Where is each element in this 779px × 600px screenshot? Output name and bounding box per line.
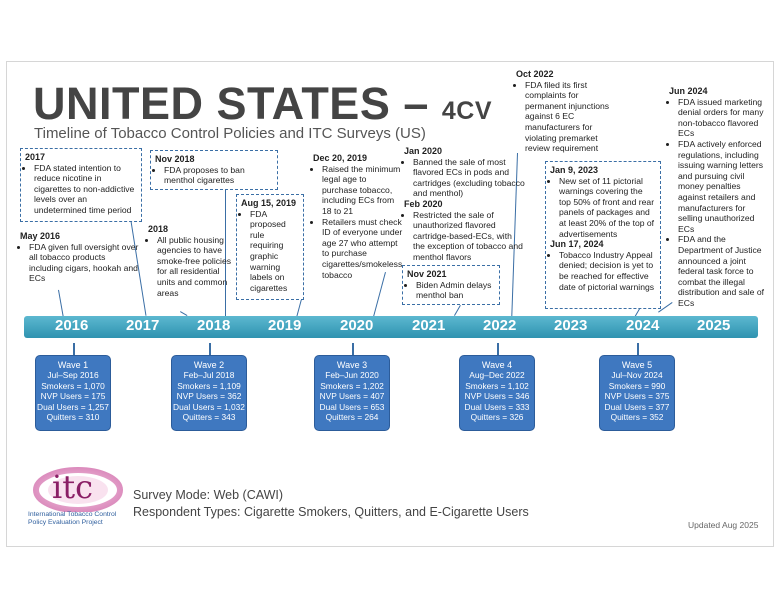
- year-2020: 2020: [340, 317, 374, 334]
- updated-date: Updated Aug 2025: [688, 520, 759, 530]
- wave-4-box: Wave 4 Aug–Dec 2022 Smokers = 1,102 NVP Users = 346 Dual Users = 333 Quitters = 326: [459, 355, 535, 431]
- respondent-types: Respondent Types: Cigarette Smokers, Quitters, and E-Cigarette Users: [133, 505, 529, 519]
- page-subtitle: Timeline of Tobacco Control Policies and ITC Surveys (US): [34, 125, 426, 142]
- event-2017: 2017 • FDA stated intention to reduce nicotine in cigarettes to non-addictive levels over an undetermined time period: [20, 148, 142, 222]
- survey-mode: Survey Mode: Web (CAWI): [133, 488, 284, 502]
- year-2016: 2016: [55, 317, 89, 334]
- event-2018: 2018 • All public housing agencies to have smoke-free policies for all residential units and common areas: [148, 224, 236, 298]
- event-nov2018: Nov 2018 • FDA proposes to ban menthol cigarettes: [150, 150, 278, 190]
- year-2023: 2023: [554, 317, 588, 334]
- event-dec2019: Dec 20, 2019 • Raised the minimum legal age to purchase tobacco, including ECs from 18 to 21 • Retailers must check ID of everyone under age 27 who attempt to purchase cigarettes/smokeless tobacco: [313, 153, 403, 280]
- year-2025: 2025: [697, 317, 731, 334]
- year-2019: 2019: [268, 317, 302, 334]
- wave-5-box: Wave 5 Jul–Nov 2024 Smokers = 990 NVP Users = 375 Dual Users = 377 Quitters = 352: [599, 355, 675, 431]
- itc-logo-line1: International Tobacco Control: [28, 511, 117, 518]
- event-aug2019: Aug 15, 2019 • FDA proposed rule requiring graphic warning labels on cigarettes: [236, 194, 304, 300]
- wave-2-box: Wave 2 Feb–Jul 2018 Smokers = 1,109 NVP Users = 362 Dual Users = 1,032 Quitters = 343: [171, 355, 247, 431]
- itc-logo-line2: Policy Evaluation Project: [28, 519, 103, 526]
- wave-1-box: Wave 1 Jul–Sep 2016 Smokers = 1,070 NVP Users = 175 Dual Users = 1,257 Quitters = 310: [35, 355, 111, 431]
- event-may2016: May 2016 • FDA given full oversight over all tobacco products including cigars, hookah and ECs: [20, 231, 140, 284]
- year-2018: 2018: [197, 317, 231, 334]
- year-2021: 2021: [412, 317, 446, 334]
- page-title: UNITED STATES – 4CV: [33, 78, 493, 129]
- event-nov2021: Nov 2021 • Biden Admin delays menthol ban: [402, 265, 500, 305]
- itc-logo-text: itc: [52, 468, 94, 506]
- event-jun2024: Jun 2024 • FDA issued marketing denial orders for many non-tobacco flavored ECs • FDA actively enforced regulations, including issuing warning letters and pursuing civil money penalties against retailers and manufacturers for selling unauthorized ECs • FDA and the Department of Justice announced a joint federal task force to combat the illegal distribution and sale of ECs: [669, 86, 769, 308]
- wave-3-box: Wave 3 Feb–Jun 2020 Smokers = 1,202 NVP Users = 407 Dual Users = 653 Quitters = 264: [314, 355, 390, 431]
- event-jan2023: Jan 9, 2023 • New set of 11 pictorial warnings covering the top 50% of front and rear panels of packages and at least 20% of the top of advertisements Jun 17, 2024 • Tobacco Industry Appeal denied; decision is yet to be reached for effective date of pictorial warnings: [545, 161, 661, 309]
- itc-logo: [28, 462, 128, 532]
- year-2017: 2017: [126, 317, 160, 334]
- event-oct2022: Oct 2022 • FDA filed its first complaints for permanent injunctions against 6 EC manufacturers for violating premarket review requirement: [516, 69, 612, 154]
- year-2022: 2022: [483, 317, 517, 334]
- year-2024: 2024: [626, 317, 660, 334]
- event-jan2020: Jan 2020 • Banned the sale of most flavored ECs in pods and cartridges (excluding tobacco and menthol) Feb 2020 • Restricted the sale of unauthorized flavored cartridge-based-ECs, with the exception of tobacco and menthol flavors: [404, 146, 526, 263]
